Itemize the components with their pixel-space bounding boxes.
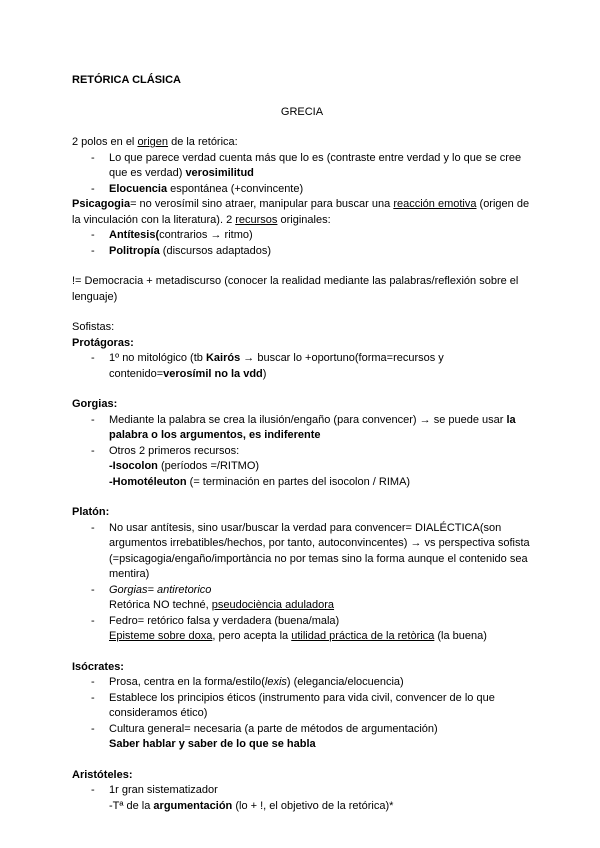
list-item: - Otros 2 primeros recursos: -Isocolon (períodos =/RITMO) -Homotéleuton (= terminación en partes del isocolon / RIMA) (72, 444, 532, 491)
polos-list (72, 151, 532, 198)
gorgias-heading: Gorgias: (72, 398, 118, 410)
gorgias-list (72, 413, 532, 491)
protagoras-list (72, 351, 532, 382)
aristoteles-list (72, 783, 532, 814)
document-content (72, 73, 532, 814)
democracia-paragraph: != Democracia + metadiscurso (conocer la realidad mediante las palabras/reflexión sobre el lenguaje) (72, 275, 519, 303)
list-item: - Elocuencia espontánea (+convincente) (72, 182, 532, 198)
list-item: - Mediante la palabra se crea la ilusión/engaño (para convencer) → se puede usar la palabra o los argumentos, es indiferente (72, 413, 532, 444)
platon-list (72, 521, 532, 645)
list-item: - Lo que parece verdad cuenta más que lo es (contraste entre verdad y lo que se cree que es verdad) verosimilitud (72, 151, 532, 182)
document-title: RETÓRICA CLÁSICA (72, 74, 181, 86)
psicagogia-paragraph: Psicagogia= no verosímil sino atraer, manipular para buscar una reacción emotiva (origen de la vinculación con la literatura). 2 recursos originales: (72, 198, 530, 226)
list-item: - 1º no mitológico (tb Kairós → buscar lo +oportuno(forma=recursos y contenido=verosímil no la vdd) (72, 351, 532, 382)
list-item: - Gorgias= antiretorico Retórica NO techné, pseudociència aduladora (72, 583, 532, 614)
isocrates-list (72, 675, 532, 753)
recursos-list (72, 228, 532, 259)
polos-intro: 2 polos en el origen de la retórica: (72, 136, 238, 148)
protagoras-heading: Protágoras: (72, 336, 134, 349)
list-item: - 1r gran sistematizador -Tª de la argumentación (lo + !, el objetivo de la retórica)* (72, 783, 532, 814)
section-heading-grecia: GRECIA (280, 105, 324, 118)
aristoteles-heading: Aristóteles: (72, 768, 133, 781)
platon-heading: Platón: (72, 506, 110, 518)
list-item: - Prosa, centra en la forma/estilo(lexis) (elegancia/elocuencia) (72, 675, 532, 691)
list-item: - Fedro= retórico falsa y verdadera (buena/mala) Episteme sobre doxa, pero acepta la utilidad práctica de la retòrica (la buena) (72, 614, 532, 645)
list-item: - Politropía (discursos adaptados) (72, 244, 532, 260)
list-item: - Antítesis(contrarios → ritmo) (72, 228, 532, 244)
isocrates-heading: Isócrates: (72, 660, 124, 673)
sofistas-label: Sofistas: (72, 321, 115, 333)
list-item: - No usar antítesis, sino usar/buscar la verdad para convencer= DIALÉCTICA(son argumentos irrebatibles/hechos, por tanto, autoconvincentes) → vs perspectiva sofista (=psicagogia/engaño/importància no por temas sino la forma aunque el contenido sea mentira) (72, 521, 532, 583)
list-item: - Cultura general= necesaria (a parte de métodos de argumentación) Saber hablar y saber de lo que se habla (72, 722, 532, 753)
list-item: - Establece los principios éticos (instrumento para vida civil, convencer de lo que consideramos ético) (72, 691, 532, 722)
